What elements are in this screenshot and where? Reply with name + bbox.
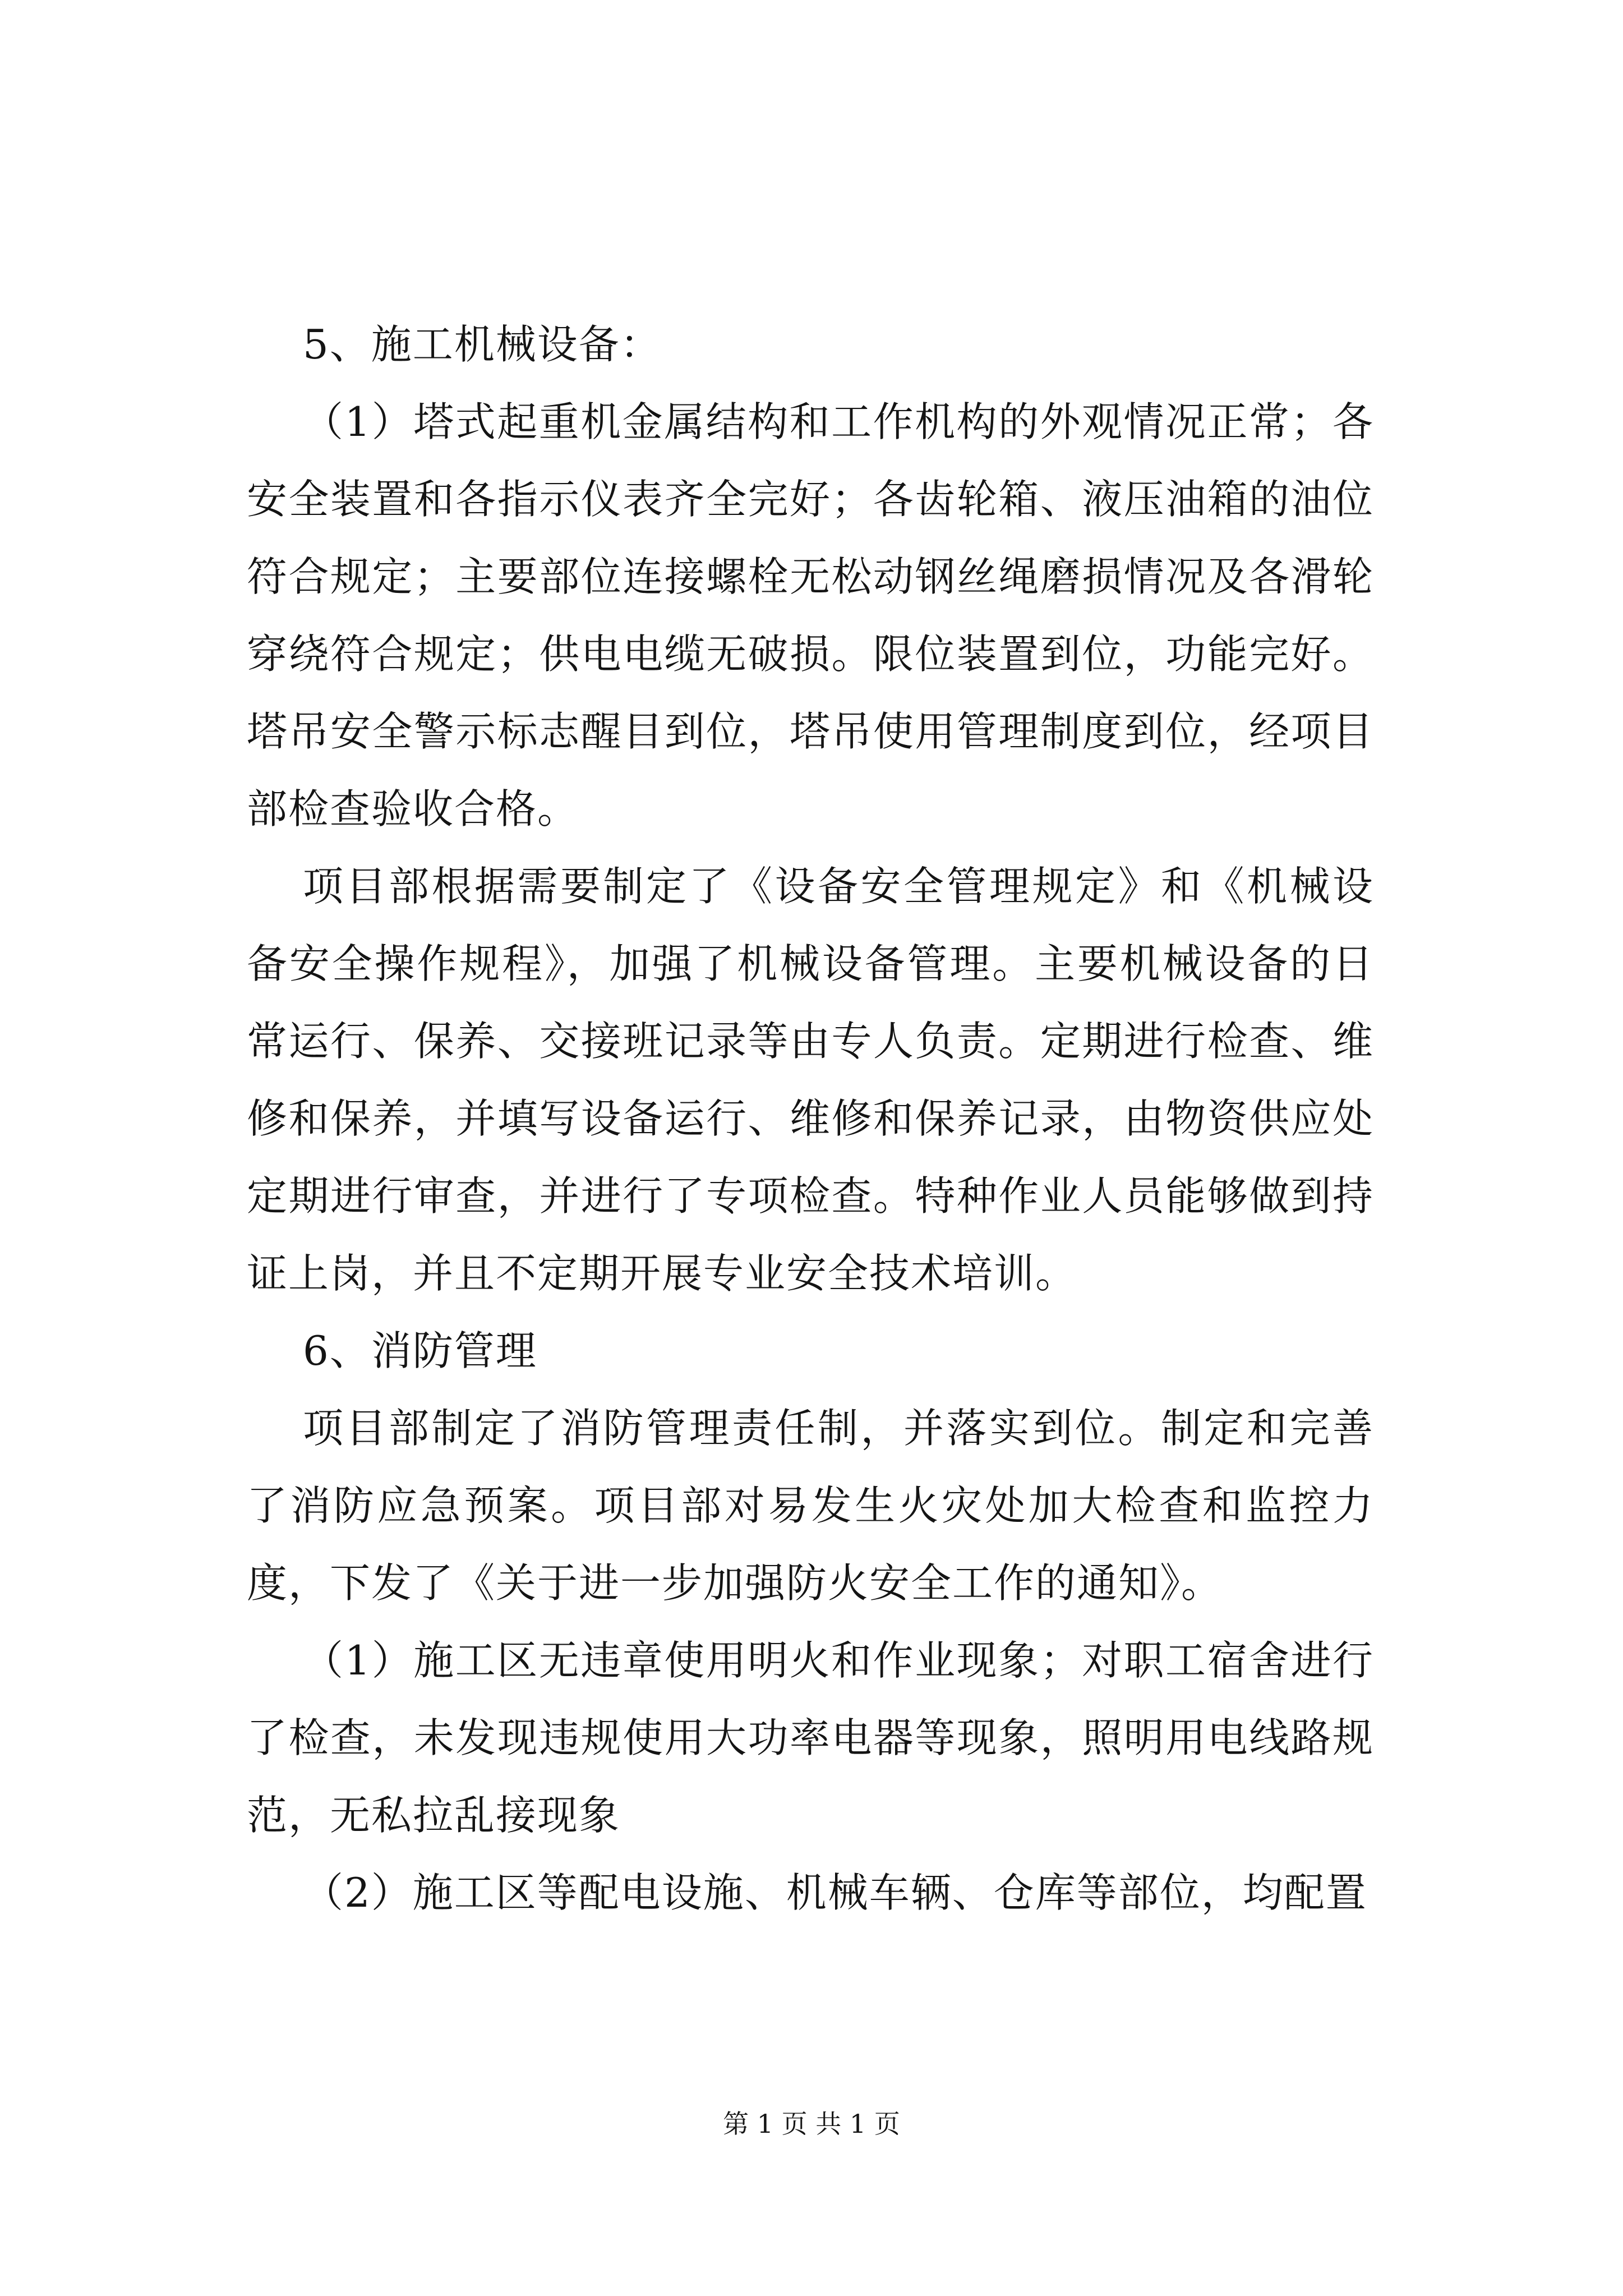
section-heading-fire: 6、消防管理 (303, 1327, 537, 1374)
paragraph-equipment-management: 项目部根据需要制定了《设备安全管理规定》和《机械设备安全操作规程》，加强了机械设备管理。主要机械设备的日常运行、保养、交接班记录等由专人负责。定期进行检查、维修和保养，并填写设备运行、维修和保养记录，由物资供应处定期进行审查，并进行了专项检查。特种作业人员能够做到持证上岗，并且不定期开展专业安全技术培训。 (247, 863, 1374, 1297)
page-footer: 第 1 页 共 1 页 (723, 2109, 900, 2139)
paragraph-fire-item-2: （2）施工区等配电设施、机械车辆、仓库等部位，均配置 (303, 1869, 1367, 1916)
document-body (247, 306, 1374, 1931)
paragraph-fire-item-1: （1）施工区无违章使用明火和作业现象；对职工宿舍进行了检查，未发现违规使用大功率电器等现象，照明用电线路规范，无私拉乱接现象 (247, 1637, 1374, 1839)
paragraph-fire-responsibility: 项目部制定了消防管理责任制，并落实到位。制定和完善了消防应急预案。项目部对易发生火灾处加大检查和监控力度，下发了《关于进一步加强防火安全工作的通知》。 (247, 1405, 1374, 1607)
section-heading-machinery: 5、施工机械设备： (303, 321, 662, 368)
paragraph-tower-crane: （1）塔式起重机金属结构和工作机构的外观情况正常；各安全装置和各指示仪表齐全完好；各齿轮箱、液压油箱的油位符合规定；主要部位连接螺栓无松动钢丝绳磨损情况及各滑轮穿绕符合规定；供电电缆无破损。限位装置到位，功能完好。塔吊安全警示标志醒目到位，塔吊使用管理制度到位，经项目部检查验收合格。 (247, 398, 1374, 832)
